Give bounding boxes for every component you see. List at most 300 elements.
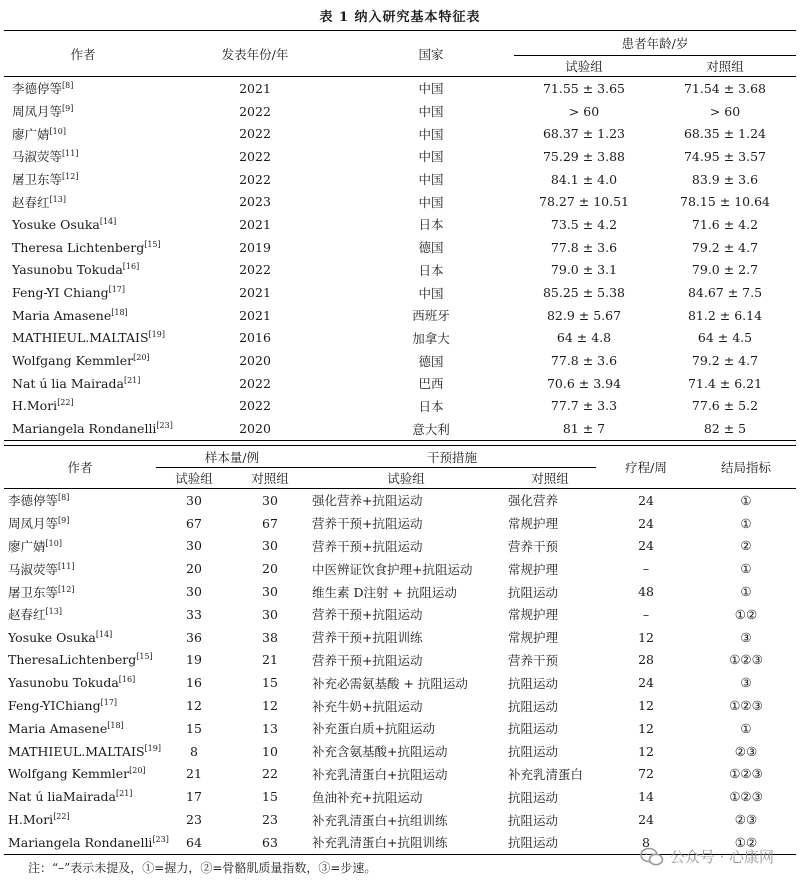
table-row [4,417,796,440]
author-cell [4,145,162,168]
sample-ctrl-cell: 20 [262,561,278,577]
author-cell [4,694,156,717]
course-cell: 24 [638,538,654,554]
course-cell: 24 [638,812,654,828]
author-cell [4,100,162,123]
sample-exp-cell: 33 [186,606,202,622]
author-cell-text: 周凤月等 [12,104,63,120]
year-cell: 2016 [239,330,271,346]
country-cell: 中国 [418,126,444,142]
author-cell-text: Maria Amasene [12,307,112,323]
reference-marker: [23] [156,421,173,430]
table-row [4,77,796,100]
reference-marker: [18] [107,720,124,730]
author-cell-text: 赵春红 [12,194,50,210]
age-exp-cell: > 60 [568,103,600,119]
outcome-cell: ②③ [734,812,758,828]
author-cell [4,489,156,512]
reference-marker: [20] [129,766,146,776]
intervention-exp-cell: 营养干预+抗阻运动 [312,652,423,668]
intervention-ctrl-cell: 抗阻运动 [508,812,559,828]
sample-exp-cell: 15 [186,720,202,736]
header2-sample-group: 样本量/例 [156,446,308,468]
sample-ctrl-cell: 23 [262,812,278,828]
author-cell-text: MATHIEUL.MALTAIS [8,743,145,759]
header-age-ctrl: 对照组 [654,56,796,77]
intervention-ctrl-cell: 常规护理 [508,607,559,623]
author-cell [4,122,162,145]
age-ctrl-cell: 79.2 ± 4.7 [691,239,759,255]
table-row [4,694,796,717]
year-cell: 2020 [239,353,271,369]
intervention-exp-cell: 营养干预+抗阻训练 [312,630,423,646]
sample-exp-cell: 16 [186,675,202,691]
course-cell: 12 [638,743,654,759]
header2-int-exp: 试验组 [308,468,504,489]
author-cell [4,417,173,440]
intervention-exp-cell: 营养干预+抗阻运动 [312,538,423,554]
outcome-cell: ① [740,561,752,577]
header2-sample-exp: 试验组 [156,468,232,489]
intervention-ctrl-cell: 常规护理 [508,561,559,577]
sample-ctrl-cell: 30 [262,492,278,508]
table-row [4,785,796,808]
age-ctrl-cell: 71.54 ± 3.68 [683,80,767,96]
country-cell: 日本 [418,398,444,414]
reference-marker: [18] [111,307,128,317]
sample-ctrl-cell: 10 [262,743,278,759]
watermark-text: 公众号 · 心康网 [669,848,774,866]
sample-ctrl-cell: 13 [262,720,278,736]
year-cell: 2022 [239,375,271,391]
author-cell-text: Nat ú liaMairada [8,789,116,805]
year-cell: 2021 [239,307,271,323]
table-row [4,168,796,191]
author-cell-text: Theresa Lichtenberg [12,239,145,255]
sample-exp-cell: 30 [186,584,202,600]
age-ctrl-cell: 68.35 ± 1.24 [683,126,767,142]
age-ctrl-cell: 79.2 ± 4.7 [691,353,759,369]
header2-sample-ctrl: 对照组 [232,468,308,489]
outcome-cell: ①②③ [729,652,763,668]
author-cell-text: TheresaLichtenberg [8,652,137,668]
outcome-cell: ① [740,584,752,600]
table-row [4,808,796,831]
sample-ctrl-cell: 22 [262,766,278,782]
age-exp-cell: 73.5 ± 4.2 [550,216,618,232]
sample-exp-cell: 8 [190,743,198,759]
author-cell-text: 廖广婧 [8,538,46,554]
table-row [4,281,796,304]
reference-marker: [19] [148,330,165,340]
reference-marker: [17] [108,284,125,294]
sample-exp-cell: 21 [186,766,202,782]
intervention-exp-cell: 营养干预+抗阻运动 [312,516,423,532]
sample-exp-cell: 12 [186,698,202,714]
reference-marker: [22] [53,811,70,821]
intervention-ctrl-cell: 抗阻运动 [508,584,559,600]
intervention-exp-cell: 补充乳清蛋白+抗组训练 [312,812,448,828]
outcome-cell: ① [740,492,752,508]
sample-exp-cell: 19 [186,652,202,668]
table-row [4,190,796,213]
intervention-ctrl-cell: 营养干预 [508,538,559,554]
country-cell: 西班牙 [412,308,450,324]
country-cell: 日本 [418,262,444,278]
year-cell: 2022 [239,126,271,142]
table-row [4,395,796,418]
age-exp-cell: 75.29 ± 3.88 [542,148,626,164]
table-caption: 表 1 纳入研究基本特征表 [319,10,481,25]
reference-marker: [16] [122,262,140,272]
table-row [4,213,796,236]
year-cell: 2022 [239,171,271,187]
reference-marker: [14] [95,629,113,639]
author-cell-text: Maria Amasene [8,720,108,736]
age-exp-cell: 85.25 ± 5.38 [542,285,626,301]
author-cell [4,535,156,558]
intervention-ctrl-cell: 抗阻运动 [508,698,559,714]
intervention-exp-cell: 补充乳清蛋白+抗阻运动 [312,766,448,782]
reference-marker: [11] [62,149,79,159]
reference-marker: [14] [99,216,117,226]
country-cell: 中国 [418,285,444,301]
header-age-exp: 试验组 [514,56,654,77]
outcome-cell: ② [740,538,752,554]
country-cell: 德国 [418,353,444,369]
author-cell [4,649,156,672]
outcome-cell: ①② [734,606,758,622]
course-cell: 8 [642,834,650,850]
age-ctrl-cell: 83.9 ± 3.6 [691,171,759,187]
table-row [4,327,796,350]
intervention-ctrl-cell: 抗阻运动 [508,744,559,760]
sample-exp-cell: 30 [186,538,202,554]
intervention-exp-cell: 补充含氨基酸+抗阻运动 [312,744,448,760]
age-exp-cell: 70.6 ± 3.94 [546,375,622,391]
author-cell [4,557,156,580]
author-cell-text: Yasunobu Tokuda [12,262,123,278]
reference-marker: [9] [62,103,74,113]
intervention-ctrl-cell: 抗阻运动 [508,789,559,805]
reference-marker: [21] [116,789,133,799]
author-cell [4,763,156,786]
age-ctrl-cell: 64 ± 4.5 [697,330,753,346]
author-cell-text: 马淑荧等 [8,561,59,577]
reference-marker: [20] [133,352,150,362]
header2-intervention-group: 干预措施 [308,446,596,468]
year-cell: 2022 [239,262,271,278]
reference-marker: [9] [58,516,70,526]
sample-exp-cell: 30 [186,492,202,508]
table-row [4,304,796,327]
author-cell [4,580,156,603]
author-cell [4,831,169,854]
table-row [4,626,796,649]
author-cell [4,190,162,213]
age-exp-cell: 68.37 ± 1.23 [542,126,626,142]
wechat-icon [640,847,664,867]
intervention-ctrl-cell: 常规护理 [508,516,559,532]
author-cell [4,808,156,831]
sample-exp-cell: 36 [186,629,202,645]
outcome-cell: ①②③ [729,789,763,805]
table-row [4,603,796,626]
author-cell [4,259,162,282]
reference-marker: [13] [45,607,62,617]
author-cell [4,327,165,350]
author-cell-text: Feng-YI Chiang [12,285,109,301]
author-cell [4,281,162,304]
reference-marker: [21] [123,375,141,385]
reference-marker: [10] [45,538,62,548]
reference-marker: [16] [118,675,136,685]
outcome-cell: ① [740,720,752,736]
intervention-exp-cell: 维生素 D注射 + 抗阻运动 [312,584,457,600]
course-cell: 12 [638,698,654,714]
table-row [4,580,796,603]
sample-exp-cell: 17 [186,789,202,805]
author-cell-text: Wolfgang Kemmler [8,766,130,782]
country-cell: 巴西 [418,376,444,392]
outcome-cell: ①②③ [729,766,763,782]
author-cell [4,740,161,763]
reference-marker: [13] [49,194,66,204]
author-cell-text: 周凤月等 [8,516,59,532]
course-cell: 12 [638,720,654,736]
table-row [4,100,796,123]
table-row [4,717,796,740]
reference-marker: [17] [100,697,118,707]
age-exp-cell: 77.8 ± 3.6 [550,353,618,369]
sample-ctrl-cell: 38 [262,629,278,645]
age-exp-cell: 79.0 ± 3.1 [550,262,618,278]
age-exp-cell: 78.27 ± 10.51 [539,194,629,210]
age-ctrl-cell: > 60 [709,103,741,119]
age-ctrl-cell: 74.95 ± 3.57 [683,148,767,164]
course-cell: 72 [638,766,654,782]
course-cell: – [642,606,650,622]
author-cell-text: Mariangela Rondanelli [12,421,157,437]
reference-marker: [22] [57,398,74,408]
author-cell-text: 廖广婧 [12,126,50,142]
author-cell-text: Yasunobu Tokuda [8,675,119,691]
sample-ctrl-cell: 21 [262,652,278,668]
reference-marker: [8] [62,81,74,91]
header2-int-ctrl: 对照组 [504,468,596,489]
reference-marker: [23] [152,834,169,844]
course-cell: 24 [638,515,654,531]
header-age-group: 患者年龄/岁 [514,31,796,56]
table-row [4,145,796,168]
author-cell [4,785,156,808]
course-cell: 24 [638,675,654,691]
outcome-cell: ②③ [734,743,758,759]
author-cell [4,395,162,418]
sample-ctrl-cell: 30 [262,584,278,600]
header2-course: 疗程/周 [596,446,696,489]
age-exp-cell: 71.55 ± 3.65 [542,80,626,96]
author-cell [4,304,162,327]
year-cell: 2023 [239,194,271,210]
course-cell: 12 [638,629,654,645]
sample-ctrl-cell: 63 [262,834,278,850]
country-cell: 日本 [418,217,444,233]
table-note: 注：“–”表示未提及，①=握力，②=骨骼肌质量指数，③=步速。 [28,861,377,875]
header-author: 作者 [4,31,162,77]
age-ctrl-cell: 84.67 ± 7.5 [687,285,763,301]
reference-marker: [8] [58,493,70,503]
country-cell: 加拿大 [412,330,450,346]
header2-outcome: 结局指标 [696,446,796,489]
sample-exp-cell: 64 [186,834,202,850]
age-ctrl-cell: 71.4 ± 6.21 [687,375,763,391]
reference-marker: [19] [144,743,161,753]
sample-ctrl-cell: 30 [262,538,278,554]
country-cell: 中国 [418,194,444,210]
intervention-exp-cell: 补充必需氨基酸 + 抗阻运动 [312,675,468,691]
author-cell-text: 李德停等 [8,493,59,509]
age-exp-cell: 77.8 ± 3.6 [550,239,618,255]
year-cell: 2021 [239,285,271,301]
reference-marker: [10] [49,126,66,136]
header-year: 发表年份/年 [162,31,348,77]
outcome-cell: ③ [740,675,752,691]
course-cell: 48 [638,584,654,600]
country-cell: 意大利 [412,421,450,437]
intervention-exp-cell: 鱼油补充+抗阻运动 [312,789,423,805]
intervention-exp-cell: 营养干预+抗阻运动 [312,607,423,623]
author-cell-text: 马淑荧等 [12,149,63,165]
table-row [4,489,796,512]
table-row [4,557,796,580]
country-cell: 中国 [418,149,444,165]
author-cell [4,512,156,535]
table-row [4,535,796,558]
reference-marker: [11] [58,561,75,571]
author-cell [4,213,162,236]
reference-marker: [12] [62,171,79,181]
author-cell-text: Wolfgang Kemmler [12,353,134,369]
author-cell [4,77,162,100]
sample-ctrl-cell: 15 [262,789,278,805]
reference-marker: [12] [58,584,75,594]
author-cell-text: 李德停等 [12,81,63,97]
intervention-exp-cell: 中医辨证饮食护理+抗阻运动 [312,561,473,577]
intervention-ctrl-cell: 抗阻运动 [508,675,559,691]
author-cell-text: 屠卫东等 [12,172,63,188]
header-country: 国家 [348,31,514,77]
author-cell [4,603,156,626]
age-exp-cell: 64 ± 4.8 [556,330,612,346]
year-cell: 2021 [239,216,271,232]
age-ctrl-cell: 81.2 ± 6.14 [687,307,763,323]
table-row [4,259,796,282]
sample-ctrl-cell: 12 [262,698,278,714]
intervention-ctrl-cell: 抗阻运动 [508,721,559,737]
sample-ctrl-cell: 15 [262,675,278,691]
table-row [4,740,796,763]
author-cell [4,626,156,649]
author-cell [4,236,162,259]
author-cell-text: Mariangela Rondanelli [8,834,153,850]
table-row [4,649,796,672]
author-cell-text: 屠卫东等 [8,584,59,600]
author-cell-text: Nat ú lia Mairada [12,375,124,391]
age-exp-cell: 84.1 ± 4.0 [550,171,618,187]
author-cell [4,671,156,694]
author-cell-text: 赵春红 [8,607,46,623]
intervention-ctrl-cell: 营养干预 [508,652,559,668]
author-cell-text: H.Mori [8,812,54,828]
author-cell-text: MATHIEUL.MALTAIS [12,330,149,346]
country-cell: 德国 [418,240,444,256]
characteristics-table [4,30,796,441]
age-exp-cell: 77.7 ± 3.3 [550,398,618,414]
age-ctrl-cell: 78.15 ± 10.64 [680,194,770,210]
country-cell: 中国 [418,81,444,97]
reference-marker: [15] [136,652,153,662]
intervention-exp-cell: 补充蛋白质+抗阻运动 [312,721,435,737]
author-cell-text: Yosuke Osuka [12,216,100,232]
age-ctrl-cell: 82 ± 5 [703,421,747,437]
header2-author: 作者 [4,446,156,489]
table-row [4,349,796,372]
sample-ctrl-cell: 30 [262,606,278,622]
intervention-ctrl-cell: 补充乳清蛋白 [508,766,584,782]
course-cell: 24 [638,492,654,508]
year-cell: 2019 [239,239,271,255]
intervention-ctrl-cell: 抗阻运动 [508,835,559,851]
outcome-cell: ①② [734,834,758,850]
intervention-table [4,445,796,855]
year-cell: 2021 [239,80,271,96]
outcome-cell: ①②③ [729,698,763,714]
sample-exp-cell: 23 [186,812,202,828]
country-cell: 中国 [418,172,444,188]
sample-exp-cell: 20 [186,561,202,577]
intervention-ctrl-cell: 常规护理 [508,630,559,646]
course-cell: 28 [638,652,654,668]
year-cell: 2022 [239,148,271,164]
table-row [4,763,796,786]
table-row [4,122,796,145]
age-ctrl-cell: 77.6 ± 5.2 [691,398,759,414]
table-row [4,512,796,535]
age-exp-cell: 82.9 ± 5.67 [546,307,622,323]
table-row [4,236,796,259]
year-cell: 2022 [239,398,271,414]
author-cell-text: Yosuke Osuka [8,629,96,645]
intervention-exp-cell: 强化营养+抗阻运动 [312,493,423,509]
age-ctrl-cell: 79.0 ± 2.7 [691,262,759,278]
course-cell: – [642,561,650,577]
author-cell [4,717,156,740]
table-row [4,372,796,395]
author-cell [4,372,162,395]
author-cell-text: Feng-YIChiang [8,698,101,714]
sample-exp-cell: 67 [186,515,202,531]
author-cell-text: H.Mori [12,398,58,414]
watermark [640,846,774,867]
table-row [4,671,796,694]
outcome-cell: ③ [740,629,752,645]
sample-ctrl-cell: 67 [262,515,278,531]
intervention-exp-cell: 补充牛奶+抗阻运动 [312,698,423,714]
year-cell: 2022 [239,103,271,119]
intervention-exp-cell: 补充乳清蛋白+抗阻训练 [312,835,448,851]
year-cell: 2020 [239,421,271,437]
